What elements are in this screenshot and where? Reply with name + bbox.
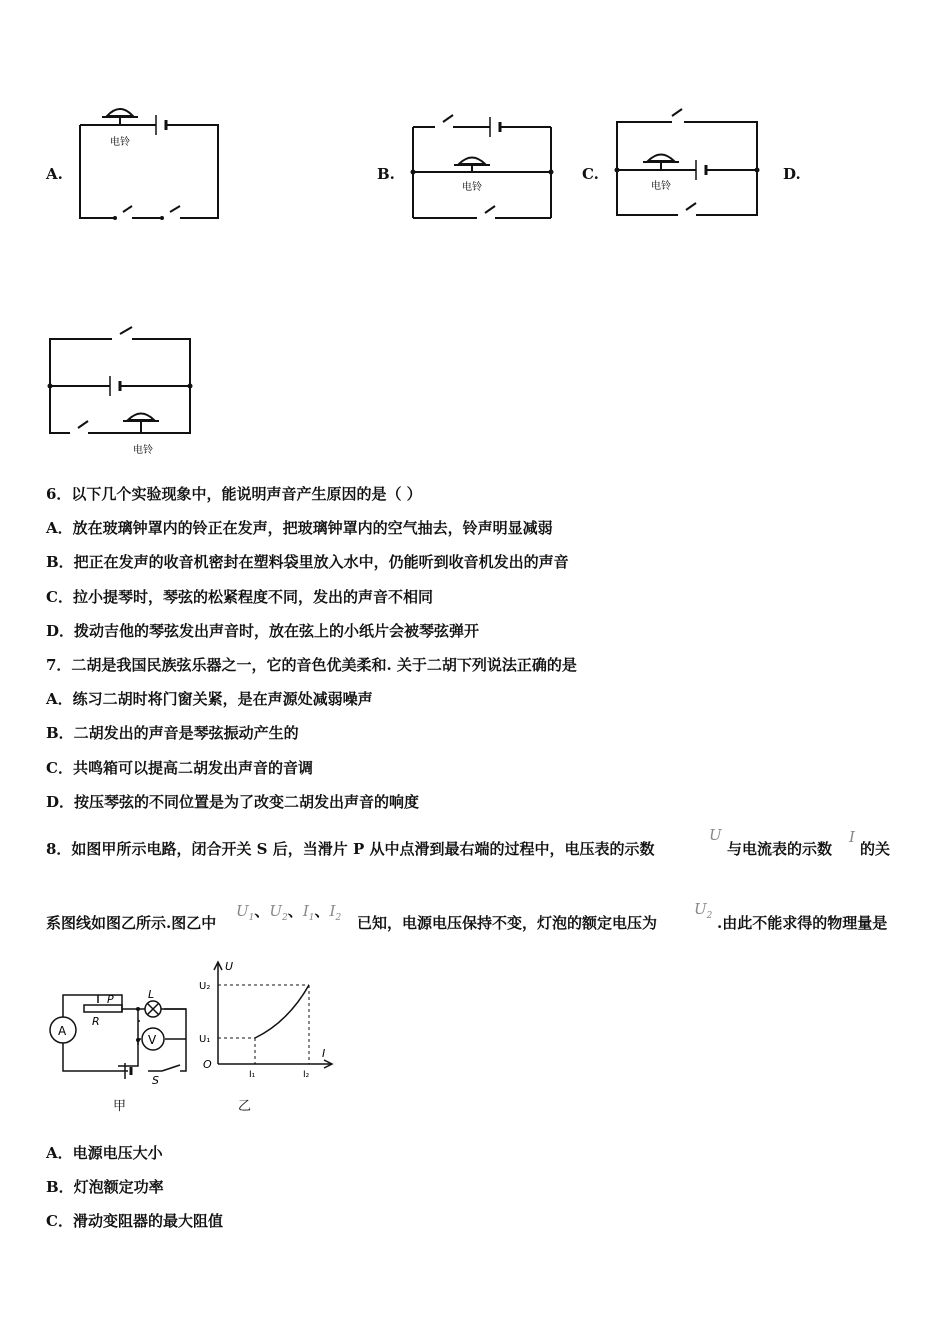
symbol-i: I <box>849 828 855 846</box>
figure-yi-caption: 乙 <box>238 1099 252 1114</box>
switch-label: S <box>152 1074 159 1087</box>
graph-i2-label: I₂ <box>303 1070 310 1080</box>
question-7-option-d: D．按压琴弦的不同位置是为了改变二胡发出声音的响度 <box>46 793 420 811</box>
question-8-option-b: B．灯泡额定功率 <box>46 1178 164 1196</box>
question-8-stem-part4: 系图线如图乙所示.图乙中 <box>46 914 217 932</box>
question-8-stem-part3: 的关 <box>860 840 891 858</box>
bell-label: 电铃 <box>462 182 482 193</box>
symbol-list: $U_1$、$U_2$、$I_1$、$I_2$ <box>236 902 342 923</box>
bell-label: 电铃 <box>651 181 671 192</box>
question-8-stem-part1: 8．如图甲所示电路，闭合开关 S 后，当滑片 P 从中点滑到最右端的过程中，电压表的示数 <box>46 840 655 858</box>
question-6-option-d: D．拨动吉他的琴弦发出声音时，放在弦上的小纸片会被琴弦弹开 <box>46 622 480 640</box>
option-c-label: C. <box>582 165 599 183</box>
rheostat-label: R <box>92 1015 100 1028</box>
figure-yi-graph <box>198 958 338 1083</box>
question-6-option-a: A．放在玻璃钟罩内的铃正在发声，把玻璃钟罩内的空气抽去，铃声明显减弱 <box>46 519 553 537</box>
option-d-label: D. <box>783 165 801 183</box>
symbol-u2: $U_2$ <box>694 900 713 921</box>
question-6-option-b: B．把正在发声的收音机密封在塑料袋里放入水中，仍能听到收音机发出的声音 <box>46 553 569 571</box>
question-8-option-a: A．电源电压大小 <box>46 1144 163 1162</box>
figure-jia-circuit <box>40 985 190 1087</box>
graph-x-label: I <box>322 1047 326 1060</box>
lamp-label: L <box>148 988 155 1001</box>
graph-u2-label: U₂ <box>199 981 211 992</box>
option-a-label: A. <box>46 165 63 183</box>
question-7-stem: 7．二胡是我国民族弦乐器之一，它的音色优美柔和. 关于二胡下列说法正确的是 <box>46 656 577 674</box>
ammeter-label: A <box>58 1024 67 1038</box>
question-8-option-c: C．滑动变阻器的最大阻值 <box>46 1212 223 1230</box>
symbol-u: U <box>709 826 722 844</box>
graph-origin-label: O <box>203 1058 212 1071</box>
option-b-label: B. <box>377 165 395 183</box>
question-7-option-a: A．练习二胡时将门窗关紧，是在声源处减弱噪声 <box>46 690 373 708</box>
circuit-b-diagram <box>405 100 560 230</box>
question-7-option-c: C．共鸣箱可以提高二胡发出声音的音调 <box>46 759 313 777</box>
circuit-c-diagram <box>610 100 770 230</box>
circuit-d-diagram <box>40 325 200 460</box>
bell-label: 电铃 <box>133 445 153 456</box>
figure-jia-caption: 甲 <box>113 1099 127 1114</box>
question-6-option-c: C．拉小提琴时，琴弦的松紧程度不同，发出的声音不相同 <box>46 588 433 606</box>
voltmeter-label: V <box>148 1033 157 1047</box>
question-6-stem: 6．以下几个实验现象中，能说明声音产生原因的是（ ） <box>46 485 422 503</box>
graph-u1-label: U₁ <box>199 1034 211 1045</box>
graph-y-label: U <box>225 960 234 973</box>
circuit-a-diagram <box>70 95 230 230</box>
question-7-option-b: B．二胡发出的声音是琴弦振动产生的 <box>46 724 299 742</box>
question-8-stem-part6: .由此不能求得的物理量是 <box>717 914 888 932</box>
question-8-stem-part2: 与电流表的示数 <box>727 840 833 858</box>
slider-label: P <box>107 993 114 1006</box>
question-8-stem-part5: 已知，电源电压保持不变，灯泡的额定电压为 <box>357 914 658 932</box>
bell-label: 电铃 <box>110 137 130 148</box>
graph-i1-label: I₁ <box>249 1070 256 1080</box>
